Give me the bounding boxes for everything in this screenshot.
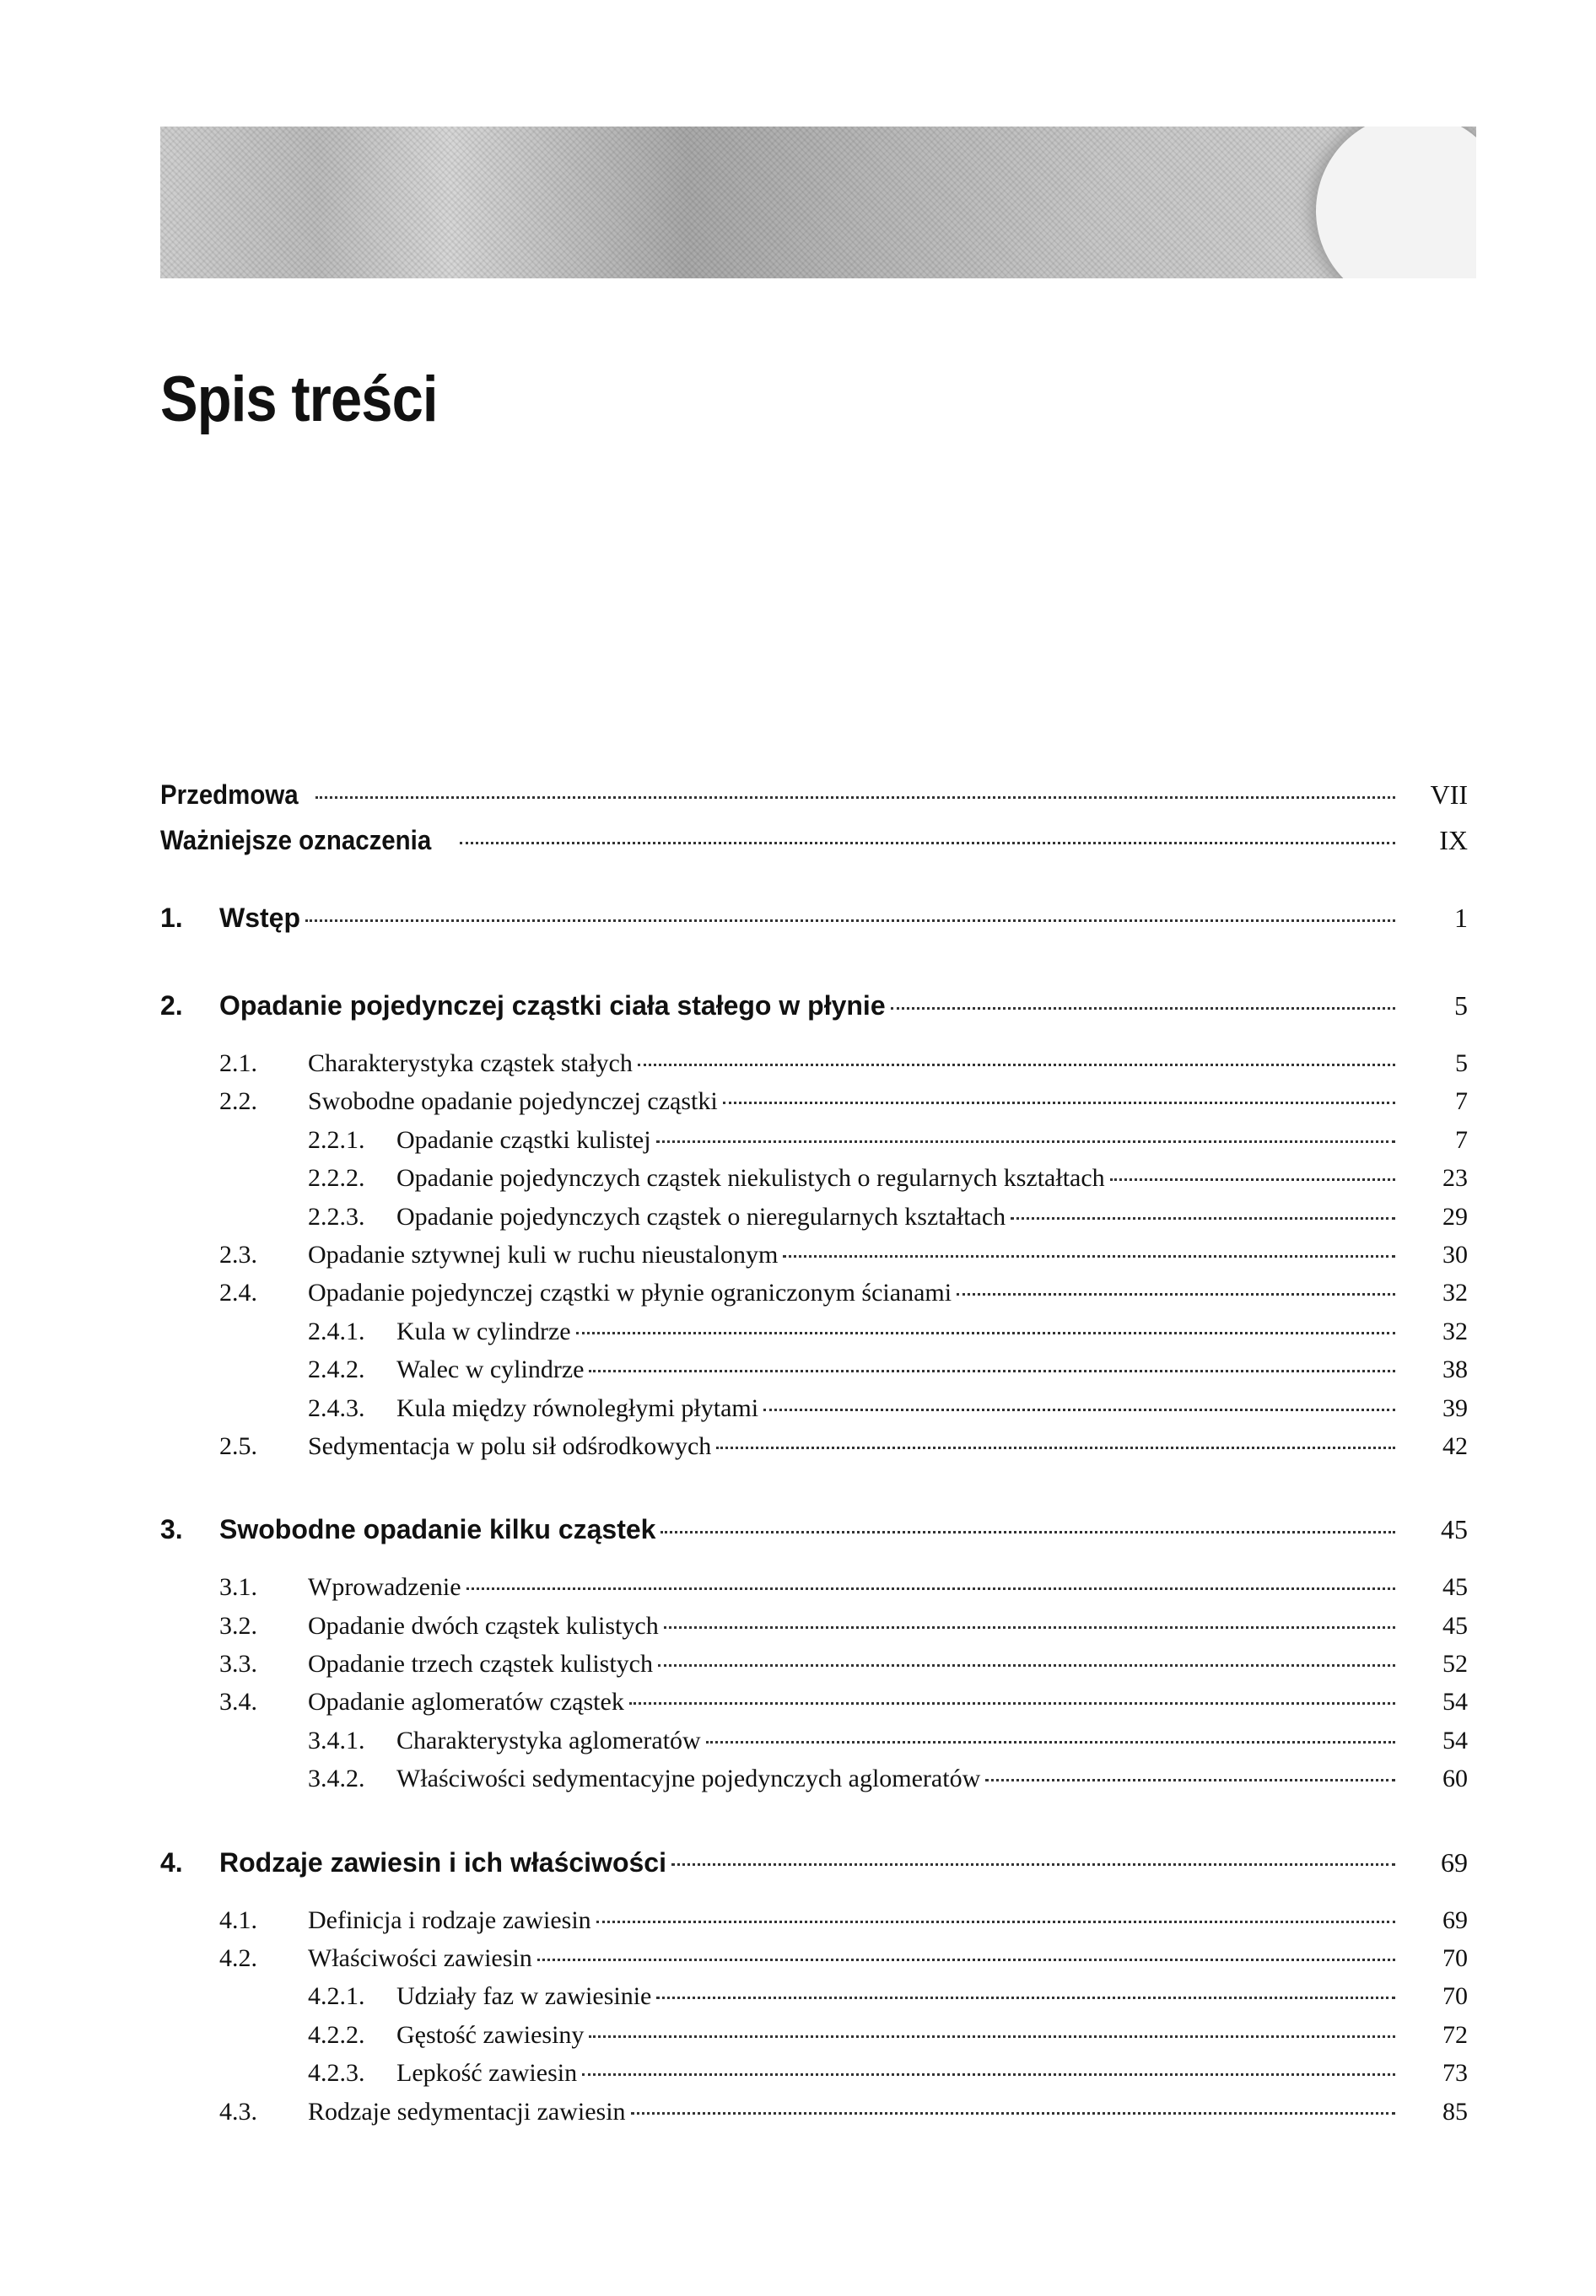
section-page: 45 <box>1442 1611 1468 1640</box>
section-page: 30 <box>1442 1240 1468 1269</box>
toc-entry-preface[interactable] <box>160 772 1468 817</box>
section-title: Opadanie dwóch cząstek kulistych <box>308 1611 659 1640</box>
section-page: 38 <box>1442 1356 1468 1384</box>
dot-leader <box>537 1933 1395 1961</box>
toc-section[interactable] <box>160 2092 1468 2130</box>
section-number: 2.4. <box>219 1279 257 1307</box>
chapter-number: 1. <box>160 903 183 933</box>
dot-leader <box>315 769 1395 799</box>
section-title: Opadanie trzech cząstek kulistych <box>308 1650 653 1679</box>
table-of-contents <box>160 772 1468 2130</box>
section-page: 52 <box>1442 1650 1468 1679</box>
section-title: Opadanie sztywnej kuli w ruchu nieustalonym <box>308 1240 779 1269</box>
section-title: Kula między równoległymi płytami <box>396 1393 759 1422</box>
dot-leader <box>716 1421 1395 1449</box>
dot-leader <box>656 1115 1395 1143</box>
toc-subsection[interactable] <box>160 1759 1468 1797</box>
section-title: Charakterystyka cząstek stałych <box>308 1049 633 1077</box>
section-page: 70 <box>1442 1982 1468 2011</box>
section-number: 4.2.2. <box>308 2020 365 2049</box>
section-number: 2.5. <box>219 1431 257 1460</box>
section-page: 39 <box>1442 1393 1468 1422</box>
chapter-number: 2. <box>160 990 183 1021</box>
section-page: 54 <box>1442 1688 1468 1717</box>
section-page: 72 <box>1442 2020 1468 2049</box>
section-number: 4.1. <box>219 1905 257 1934</box>
section-title: Wprowadzenie <box>308 1573 461 1602</box>
dot-leader <box>671 1836 1395 1866</box>
dot-leader <box>582 2048 1395 2076</box>
section-title: Opadanie pojedynczych cząstek o nieregularnych kształtach <box>396 1202 1006 1231</box>
section-title: Udziały faz w zawiesinie <box>396 1982 652 2011</box>
section-number: 2.1. <box>219 1049 257 1077</box>
dot-leader <box>985 1754 1395 1781</box>
section-number: 3.4. <box>219 1688 257 1717</box>
chapter-title: Opadanie pojedynczej cząstki ciała stałego w płynie <box>219 990 886 1021</box>
chapter-title: Swobodne opadanie kilku cząstek <box>219 1514 656 1545</box>
toc-chapter-4[interactable] <box>160 1840 1468 1885</box>
section-number: 4.2.1. <box>308 1982 365 2011</box>
chapter-page: 69 <box>1441 1846 1468 1878</box>
dot-leader <box>723 1076 1395 1104</box>
section-page: 60 <box>1442 1765 1468 1793</box>
section-title: Kula w cylindrze <box>396 1317 571 1345</box>
section-page: 7 <box>1455 1087 1468 1116</box>
dot-leader <box>763 1383 1395 1411</box>
section-number: 2.4.3. <box>308 1393 365 1422</box>
dot-leader <box>631 2087 1395 2115</box>
section-number: 2.4.1. <box>308 1317 365 1345</box>
section-title: Gęstość zawiesiny <box>396 2020 585 2049</box>
dot-leader <box>629 1677 1395 1705</box>
section-page: 23 <box>1442 1164 1468 1193</box>
section-page: 29 <box>1442 1202 1468 1231</box>
section-title: Opadanie aglomeratów cząstek <box>308 1688 624 1717</box>
toc-entry-title: Przedmowa <box>160 779 299 810</box>
dot-leader <box>589 2010 1395 2038</box>
dot-leader <box>1110 1153 1395 1181</box>
chapter-page: 1 <box>1454 903 1468 933</box>
section-page: 69 <box>1442 1905 1468 1934</box>
dot-leader <box>596 1895 1395 1923</box>
section-number: 3.3. <box>219 1650 257 1679</box>
section-page: 54 <box>1442 1726 1468 1754</box>
section-title: Lepkość zawiesin <box>396 2059 578 2088</box>
section-title: Opadanie pojedynczych cząstek niekulistych o regularnych kształtach <box>396 1164 1105 1193</box>
chapter-title: Wstęp <box>219 903 300 933</box>
dot-leader <box>305 892 1395 922</box>
chapter-page: 45 <box>1441 1514 1468 1545</box>
section-title: Właściwości sedymentacyjne pojedynczych aglomeratów <box>396 1765 981 1793</box>
section-title: Charakterystyka aglomeratów <box>396 1726 701 1754</box>
dot-leader <box>661 1504 1395 1533</box>
section-number: 2.2.2. <box>308 1164 365 1193</box>
section-page: 85 <box>1442 2097 1468 2126</box>
toc-chapter-2[interactable] <box>160 983 1468 1028</box>
chapter-number: 4. <box>160 1846 183 1878</box>
toc-entry-page: IX <box>1439 825 1468 855</box>
banner-circle <box>1316 127 1476 278</box>
section-title: Opadanie cząstki kulistej <box>396 1125 651 1154</box>
dot-leader <box>783 1230 1395 1258</box>
dot-leader <box>656 1971 1395 1999</box>
section-title: Definicja i rodzaje zawiesin <box>308 1905 591 1934</box>
dot-leader <box>589 1345 1395 1372</box>
section-page: 45 <box>1442 1573 1468 1602</box>
dot-leader <box>706 1716 1395 1744</box>
dot-leader <box>658 1639 1395 1667</box>
toc-chapter-3[interactable] <box>160 1506 1468 1552</box>
section-page: 32 <box>1442 1279 1468 1307</box>
section-page: 42 <box>1442 1431 1468 1460</box>
dot-leader <box>664 1601 1395 1629</box>
section-title: Walec w cylindrze <box>396 1356 585 1384</box>
dot-leader <box>891 980 1395 1010</box>
dot-leader <box>638 1038 1395 1066</box>
dot-leader <box>460 815 1395 844</box>
section-number: 4.2. <box>219 1944 257 1973</box>
section-number: 4.3. <box>219 2097 257 2126</box>
section-number: 3.1. <box>219 1573 257 1602</box>
chapter-title: Rodzaje zawiesin i ich właściwości <box>219 1846 666 1878</box>
toc-chapter-1[interactable] <box>160 895 1468 940</box>
section-page: 7 <box>1455 1125 1468 1154</box>
section-title: Rodzaje sedymentacji zawiesin <box>308 2097 626 2126</box>
dot-leader <box>1011 1192 1395 1220</box>
section-number: 3.2. <box>219 1611 257 1640</box>
toc-entry-title: Ważniejsze oznaczenia <box>160 825 432 855</box>
section-number: 2.2. <box>219 1087 257 1116</box>
section-number: 2.2.3. <box>308 1202 365 1231</box>
section-page: 70 <box>1442 1944 1468 1973</box>
chapter-number: 3. <box>160 1514 183 1545</box>
section-title: Swobodne opadanie pojedynczej cząstki <box>308 1087 718 1116</box>
section-page: 32 <box>1442 1317 1468 1345</box>
section-title: Właściwości zawiesin <box>308 1944 532 1973</box>
dot-leader <box>576 1307 1395 1334</box>
dot-leader <box>466 1562 1395 1590</box>
section-number: 3.4.1. <box>308 1726 365 1754</box>
section-number: 2.3. <box>219 1240 257 1269</box>
toc-section[interactable] <box>160 1426 1468 1464</box>
section-page: 5 <box>1455 1049 1468 1077</box>
section-title: Opadanie pojedynczej cząstki w płynie ograniczonym ścianami <box>308 1279 952 1307</box>
section-number: 2.4.2. <box>308 1356 365 1384</box>
section-number: 3.4.2. <box>308 1765 365 1793</box>
decorative-banner <box>160 127 1476 278</box>
chapter-page: 5 <box>1454 990 1468 1021</box>
dot-leader <box>957 1268 1395 1296</box>
section-page: 73 <box>1442 2059 1468 2088</box>
section-number: 2.2.1. <box>308 1125 365 1154</box>
chapter-list <box>160 863 1468 2130</box>
page-title: Spis treści <box>160 364 438 435</box>
toc-entry-notation[interactable] <box>160 817 1468 863</box>
section-title: Sedymentacja w polu sił odśrodkowych <box>308 1431 712 1460</box>
toc-entry-page: VII <box>1430 779 1468 810</box>
section-number: 4.2.3. <box>308 2059 365 2088</box>
